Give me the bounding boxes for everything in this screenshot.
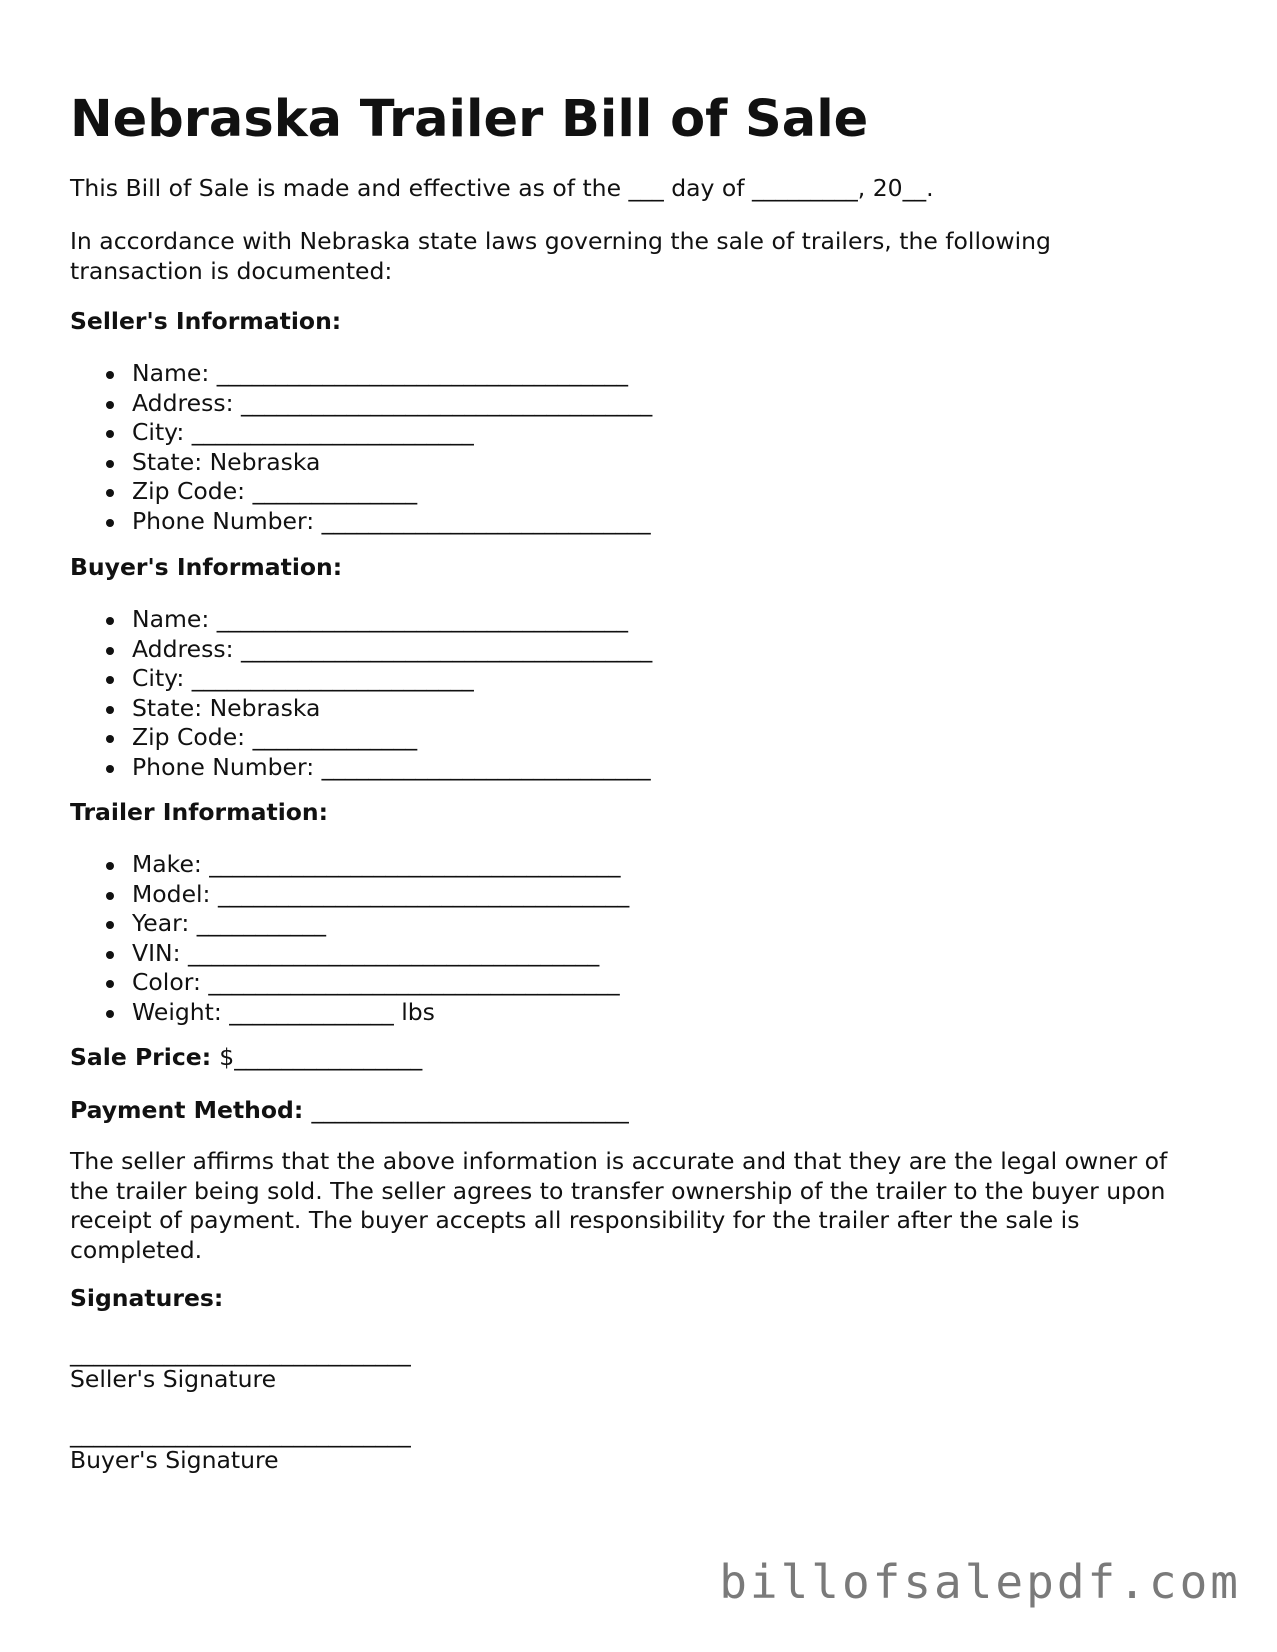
payment-method-line <box>70 1096 629 1126</box>
sale-price-value: $________________ <box>219 1043 423 1071</box>
sale-price-label: Sale Price: <box>70 1043 212 1071</box>
buyer-state-field: State: Nebraska <box>70 694 652 724</box>
affirmation-paragraph: The seller affirms that the above information is accurate and that they are the legal owner of the trailer being sold. The seller agrees to transfer ownership of the trailer to the buyer upon receipt of payment. The buyer accepts all responsibility for the trailer after the sale is completed. <box>70 1147 1168 1264</box>
trailer-heading: Trailer Information: <box>70 798 329 826</box>
seller-address-field: Address: ___________________________________ <box>70 389 652 419</box>
payment-method-value: ___________________________ <box>311 1096 629 1124</box>
signatures-heading: Signatures: <box>70 1284 224 1312</box>
buyer-city-field: City: ________________________ <box>70 664 652 694</box>
trailer-model-field: Model: ___________________________________ <box>70 880 629 910</box>
seller-signature-label: Seller's Signature <box>70 1365 277 1393</box>
seller-state-field: State: Nebraska <box>70 448 652 478</box>
trailer-vin-field: VIN: ___________________________________ <box>70 939 629 969</box>
seller-city-field: City: ________________________ <box>70 418 652 448</box>
seller-phone-field: Phone Number: ____________________________ <box>70 507 652 537</box>
seller-signature-line: _____________________________ <box>70 1339 411 1367</box>
buyer-signature-line: _____________________________ <box>70 1420 411 1448</box>
seller-name-field: Name: ___________________________________ <box>70 359 652 389</box>
buyer-heading: Buyer's Information: <box>70 553 343 581</box>
buyer-phone-field: Phone Number: ____________________________ <box>70 753 652 783</box>
trailer-info-list <box>70 850 629 1028</box>
watermark-text: billofsalepdf.com <box>719 1555 1241 1609</box>
buyer-signature-label: Buyer's Signature <box>70 1446 279 1474</box>
effective-date-line: This Bill of Sale is made and effective as of the ___ day of _________, 20__. <box>70 174 934 202</box>
trailer-make-field: Make: ___________________________________ <box>70 850 629 880</box>
sale-price-line <box>70 1043 422 1073</box>
seller-zip-field: Zip Code: ______________ <box>70 477 652 507</box>
document-title: Nebraska Trailer Bill of Sale <box>70 90 869 149</box>
buyer-zip-field: Zip Code: ______________ <box>70 723 652 753</box>
buyer-address-field: Address: ___________________________________ <box>70 635 652 665</box>
payment-method-label: Payment Method: <box>70 1096 304 1124</box>
buyer-name-field: Name: ___________________________________ <box>70 605 652 635</box>
accordance-paragraph: In accordance with Nebraska state laws governing the sale of trailers, the following transaction is documented: <box>70 227 1051 285</box>
trailer-color-field: Color: ___________________________________ <box>70 968 629 998</box>
seller-heading: Seller's Information: <box>70 307 342 335</box>
trailer-year-field: Year: ___________ <box>70 909 629 939</box>
buyer-info-list <box>70 605 652 783</box>
trailer-weight-field: Weight: ______________ lbs <box>70 998 629 1028</box>
seller-info-list <box>70 359 652 537</box>
